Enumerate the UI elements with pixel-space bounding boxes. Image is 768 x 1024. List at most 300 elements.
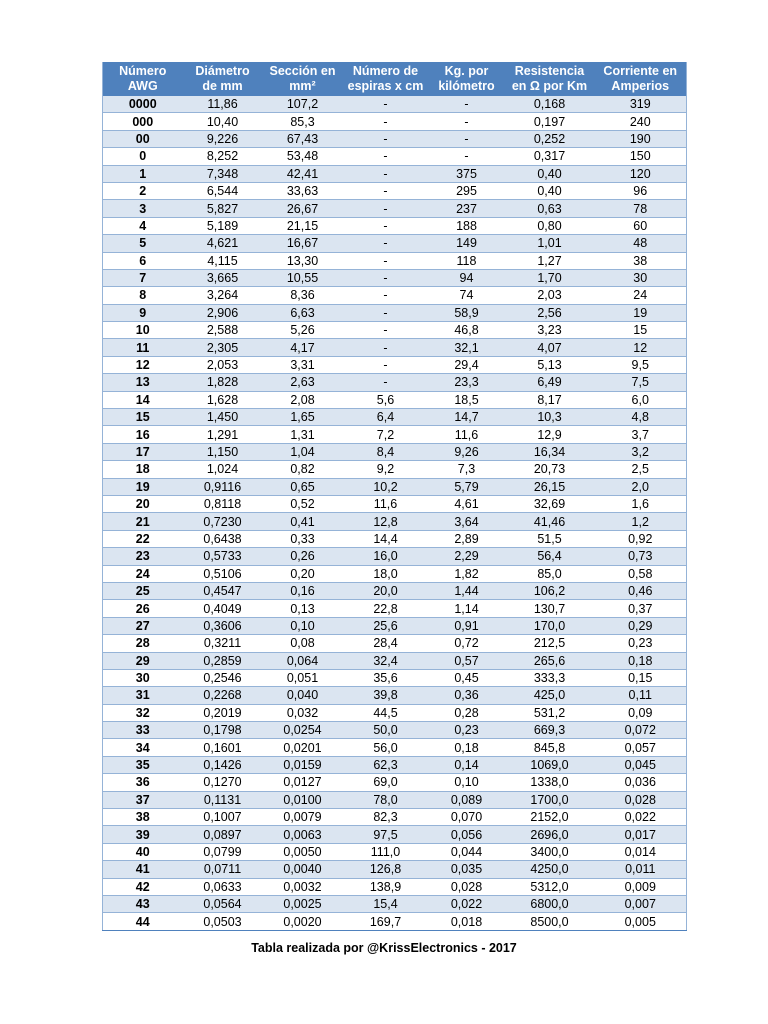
- cell-weight: 0,10: [429, 774, 505, 791]
- cell-current: 0,017: [595, 826, 687, 843]
- cell-diameter: 0,2546: [183, 669, 263, 686]
- cell-current: 78: [595, 200, 687, 217]
- cell-resistance: 10,3: [505, 409, 595, 426]
- cell-section: 26,67: [263, 200, 343, 217]
- table-row: [103, 391, 687, 408]
- table-row: [103, 374, 687, 391]
- cell-section: 67,43: [263, 130, 343, 147]
- cell-diameter: 0,3606: [183, 617, 263, 634]
- cell-turns: 20,0: [343, 582, 429, 599]
- header-turns: [343, 62, 429, 96]
- cell-current: 15: [595, 322, 687, 339]
- cell-weight: 0,45: [429, 669, 505, 686]
- cell-awg: 0: [103, 148, 183, 165]
- cell-resistance: 1,01: [505, 235, 595, 252]
- cell-current: 190: [595, 130, 687, 147]
- cell-diameter: 0,6438: [183, 530, 263, 547]
- cell-diameter: 0,4049: [183, 600, 263, 617]
- cell-awg: 26: [103, 600, 183, 617]
- cell-resistance: 0,197: [505, 113, 595, 130]
- cell-section: 0,08: [263, 635, 343, 652]
- cell-resistance: 3,23: [505, 322, 595, 339]
- cell-awg: 18: [103, 461, 183, 478]
- cell-section: 85,3: [263, 113, 343, 130]
- cell-diameter: 6,544: [183, 182, 263, 199]
- cell-weight: 295: [429, 182, 505, 199]
- cell-weight: 94: [429, 269, 505, 286]
- cell-turns: 50,0: [343, 722, 429, 739]
- cell-turns: -: [343, 356, 429, 373]
- header-weight-line1: Kg. por: [444, 64, 489, 78]
- header-awg: [103, 62, 183, 96]
- table-row: [103, 582, 687, 599]
- table-row: [103, 478, 687, 495]
- cell-resistance: 26,15: [505, 478, 595, 495]
- cell-current: 0,014: [595, 843, 687, 860]
- cell-weight: 32,1: [429, 339, 505, 356]
- table-row: [103, 113, 687, 130]
- cell-diameter: 11,86: [183, 96, 263, 113]
- cell-weight: 7,3: [429, 461, 505, 478]
- cell-resistance: 32,69: [505, 495, 595, 512]
- cell-resistance: 0,63: [505, 200, 595, 217]
- cell-diameter: 0,4547: [183, 582, 263, 599]
- cell-turns: 9,2: [343, 461, 429, 478]
- cell-section: 0,26: [263, 548, 343, 565]
- cell-resistance: 8500,0: [505, 913, 595, 930]
- cell-current: 150: [595, 148, 687, 165]
- table-row: [103, 165, 687, 182]
- cell-resistance: 0,252: [505, 130, 595, 147]
- cell-section: 0,040: [263, 687, 343, 704]
- cell-section: 42,41: [263, 165, 343, 182]
- cell-current: 4,8: [595, 409, 687, 426]
- cell-weight: 0,57: [429, 652, 505, 669]
- table-row: [103, 356, 687, 373]
- cell-turns: 138,9: [343, 878, 429, 895]
- cell-diameter: 0,5106: [183, 565, 263, 582]
- cell-resistance: 1700,0: [505, 791, 595, 808]
- cell-section: 1,65: [263, 409, 343, 426]
- cell-weight: 29,4: [429, 356, 505, 373]
- cell-section: 0,032: [263, 704, 343, 721]
- cell-diameter: 0,1798: [183, 722, 263, 739]
- cell-awg: 14: [103, 391, 183, 408]
- cell-awg: 10: [103, 322, 183, 339]
- table-body: [103, 96, 687, 930]
- cell-resistance: 531,2: [505, 704, 595, 721]
- cell-current: 0,92: [595, 530, 687, 547]
- cell-awg: 27: [103, 617, 183, 634]
- cell-weight: 0,070: [429, 809, 505, 826]
- cell-turns: 56,0: [343, 739, 429, 756]
- cell-weight: 58,9: [429, 304, 505, 321]
- cell-current: 0,036: [595, 774, 687, 791]
- cell-turns: -: [343, 235, 429, 252]
- cell-turns: 111,0: [343, 843, 429, 860]
- cell-section: 10,55: [263, 269, 343, 286]
- table-row: [103, 252, 687, 269]
- awg-wire-table: [102, 62, 687, 931]
- cell-weight: 5,79: [429, 478, 505, 495]
- cell-section: 13,30: [263, 252, 343, 269]
- cell-diameter: 8,252: [183, 148, 263, 165]
- table-header: [103, 62, 687, 96]
- cell-turns: -: [343, 217, 429, 234]
- cell-weight: 18,5: [429, 391, 505, 408]
- cell-diameter: 1,450: [183, 409, 263, 426]
- table-row: [103, 843, 687, 860]
- cell-weight: 46,8: [429, 322, 505, 339]
- cell-current: 0,057: [595, 739, 687, 756]
- cell-turns: -: [343, 148, 429, 165]
- cell-weight: -: [429, 96, 505, 113]
- cell-section: 0,0100: [263, 791, 343, 808]
- cell-resistance: 6,49: [505, 374, 595, 391]
- cell-turns: -: [343, 304, 429, 321]
- table-row: [103, 426, 687, 443]
- cell-current: 19: [595, 304, 687, 321]
- cell-weight: 1,82: [429, 565, 505, 582]
- cell-resistance: 2,56: [505, 304, 595, 321]
- cell-weight: 0,14: [429, 756, 505, 773]
- cell-section: 3,31: [263, 356, 343, 373]
- cell-weight: -: [429, 113, 505, 130]
- cell-awg: 25: [103, 582, 183, 599]
- cell-weight: 1,14: [429, 600, 505, 617]
- cell-section: 0,52: [263, 495, 343, 512]
- cell-diameter: 0,2019: [183, 704, 263, 721]
- header-current-line1: Corriente en: [603, 64, 678, 78]
- cell-current: 0,045: [595, 756, 687, 773]
- header-awg-line2: AWG: [127, 79, 158, 93]
- cell-turns: 8,4: [343, 443, 429, 460]
- cell-turns: 69,0: [343, 774, 429, 791]
- cell-current: 0,18: [595, 652, 687, 669]
- cell-resistance: 1,70: [505, 269, 595, 286]
- table-row: [103, 548, 687, 565]
- cell-section: 0,65: [263, 478, 343, 495]
- cell-section: 21,15: [263, 217, 343, 234]
- header-resistance-line1: Resistencia: [514, 64, 585, 78]
- table-row: [103, 878, 687, 895]
- cell-weight: -: [429, 130, 505, 147]
- cell-current: 0,11: [595, 687, 687, 704]
- cell-diameter: 0,0564: [183, 895, 263, 912]
- cell-diameter: 0,3211: [183, 635, 263, 652]
- header-section-line2: mm²: [289, 79, 316, 93]
- table-row: [103, 600, 687, 617]
- cell-current: 48: [595, 235, 687, 252]
- table-row: [103, 304, 687, 321]
- cell-resistance: 170,0: [505, 617, 595, 634]
- table-row: [103, 791, 687, 808]
- header-section-line1: Sección en: [269, 64, 336, 78]
- table-row: [103, 826, 687, 843]
- cell-weight: 2,29: [429, 548, 505, 565]
- cell-resistance: 106,2: [505, 582, 595, 599]
- cell-current: 0,37: [595, 600, 687, 617]
- header-diameter-line2: de mm: [202, 79, 243, 93]
- cell-diameter: 0,1426: [183, 756, 263, 773]
- cell-diameter: 4,115: [183, 252, 263, 269]
- cell-awg: 1: [103, 165, 183, 182]
- cell-section: 6,63: [263, 304, 343, 321]
- cell-current: 319: [595, 96, 687, 113]
- cell-diameter: 2,906: [183, 304, 263, 321]
- cell-weight: 0,089: [429, 791, 505, 808]
- cell-resistance: 845,8: [505, 739, 595, 756]
- cell-resistance: 4250,0: [505, 861, 595, 878]
- cell-resistance: 425,0: [505, 687, 595, 704]
- cell-resistance: 85,0: [505, 565, 595, 582]
- cell-weight: 0,72: [429, 635, 505, 652]
- cell-resistance: 669,3: [505, 722, 595, 739]
- cell-diameter: 5,189: [183, 217, 263, 234]
- cell-awg: 11: [103, 339, 183, 356]
- cell-section: 0,41: [263, 513, 343, 530]
- cell-resistance: 0,40: [505, 165, 595, 182]
- cell-awg: 12: [103, 356, 183, 373]
- cell-turns: 78,0: [343, 791, 429, 808]
- cell-diameter: 0,0711: [183, 861, 263, 878]
- cell-resistance: 8,17: [505, 391, 595, 408]
- cell-weight: 118: [429, 252, 505, 269]
- cell-section: 5,26: [263, 322, 343, 339]
- cell-awg: 9: [103, 304, 183, 321]
- cell-awg: 34: [103, 739, 183, 756]
- cell-section: 0,0032: [263, 878, 343, 895]
- header-weight: [429, 62, 505, 96]
- cell-turns: 22,8: [343, 600, 429, 617]
- cell-diameter: 0,1601: [183, 739, 263, 756]
- header-resistance-line2: en Ω por Km: [511, 79, 588, 93]
- cell-section: 0,16: [263, 582, 343, 599]
- cell-resistance: 265,6: [505, 652, 595, 669]
- cell-weight: 0,056: [429, 826, 505, 843]
- cell-section: 0,10: [263, 617, 343, 634]
- cell-turns: -: [343, 322, 429, 339]
- cell-section: 1,31: [263, 426, 343, 443]
- cell-resistance: 2,03: [505, 287, 595, 304]
- cell-turns: 39,8: [343, 687, 429, 704]
- cell-weight: 4,61: [429, 495, 505, 512]
- cell-section: 0,33: [263, 530, 343, 547]
- cell-turns: -: [343, 339, 429, 356]
- table-row: [103, 530, 687, 547]
- table-row: [103, 652, 687, 669]
- cell-resistance: 4,07: [505, 339, 595, 356]
- cell-current: 7,5: [595, 374, 687, 391]
- footer-credit: Tabla realizada por @KrissElectronics - 2017: [251, 941, 517, 955]
- cell-current: 0,46: [595, 582, 687, 599]
- cell-resistance: 0,317: [505, 148, 595, 165]
- cell-awg: 24: [103, 565, 183, 582]
- table-row: [103, 443, 687, 460]
- cell-turns: 28,4: [343, 635, 429, 652]
- cell-awg: 7: [103, 269, 183, 286]
- cell-current: 2,0: [595, 478, 687, 495]
- cell-current: 1,6: [595, 495, 687, 512]
- cell-diameter: 2,305: [183, 339, 263, 356]
- cell-resistance: 0,80: [505, 217, 595, 234]
- table-row: [103, 322, 687, 339]
- cell-current: 0,23: [595, 635, 687, 652]
- cell-section: 1,04: [263, 443, 343, 460]
- cell-resistance: 3400,0: [505, 843, 595, 860]
- cell-weight: 0,035: [429, 861, 505, 878]
- cell-turns: -: [343, 269, 429, 286]
- cell-resistance: 1069,0: [505, 756, 595, 773]
- cell-resistance: 0,168: [505, 96, 595, 113]
- cell-awg: 37: [103, 791, 183, 808]
- table-row: [103, 217, 687, 234]
- cell-turns: -: [343, 374, 429, 391]
- cell-weight: 0,044: [429, 843, 505, 860]
- table-row: [103, 461, 687, 478]
- cell-awg: 6: [103, 252, 183, 269]
- cell-awg: 22: [103, 530, 183, 547]
- cell-awg: 17: [103, 443, 183, 460]
- cell-resistance: 41,46: [505, 513, 595, 530]
- cell-weight: -: [429, 148, 505, 165]
- cell-weight: 0,23: [429, 722, 505, 739]
- table-row: [103, 409, 687, 426]
- table-row: [103, 339, 687, 356]
- cell-diameter: 1,828: [183, 374, 263, 391]
- cell-weight: 3,64: [429, 513, 505, 530]
- cell-section: 4,17: [263, 339, 343, 356]
- cell-current: 2,5: [595, 461, 687, 478]
- table-row: [103, 861, 687, 878]
- cell-diameter: 0,1131: [183, 791, 263, 808]
- cell-section: 0,064: [263, 652, 343, 669]
- cell-awg: 3: [103, 200, 183, 217]
- cell-section: 0,82: [263, 461, 343, 478]
- cell-turns: 44,5: [343, 704, 429, 721]
- cell-turns: 62,3: [343, 756, 429, 773]
- cell-resistance: 12,9: [505, 426, 595, 443]
- cell-diameter: 0,2268: [183, 687, 263, 704]
- cell-section: 0,0079: [263, 809, 343, 826]
- table-row: [103, 235, 687, 252]
- cell-awg: 28: [103, 635, 183, 652]
- cell-awg: 41: [103, 861, 183, 878]
- cell-resistance: 5312,0: [505, 878, 595, 895]
- cell-turns: 25,6: [343, 617, 429, 634]
- cell-current: 9,5: [595, 356, 687, 373]
- cell-diameter: 0,0503: [183, 913, 263, 930]
- cell-weight: 0,28: [429, 704, 505, 721]
- cell-section: 0,0050: [263, 843, 343, 860]
- cell-current: 0,73: [595, 548, 687, 565]
- cell-weight: 14,7: [429, 409, 505, 426]
- cell-weight: 1,44: [429, 582, 505, 599]
- cell-diameter: 1,024: [183, 461, 263, 478]
- cell-awg: 42: [103, 878, 183, 895]
- cell-diameter: 2,588: [183, 322, 263, 339]
- header-diameter-line1: Diámetro: [195, 64, 250, 78]
- table-row: [103, 704, 687, 721]
- table-row: [103, 774, 687, 791]
- cell-diameter: 0,7230: [183, 513, 263, 530]
- cell-section: 0,0020: [263, 913, 343, 930]
- cell-diameter: 0,8118: [183, 495, 263, 512]
- cell-diameter: 0,1270: [183, 774, 263, 791]
- cell-resistance: 6800,0: [505, 895, 595, 912]
- cell-awg: 20: [103, 495, 183, 512]
- cell-turns: 32,4: [343, 652, 429, 669]
- cell-resistance: 212,5: [505, 635, 595, 652]
- cell-turns: 7,2: [343, 426, 429, 443]
- cell-diameter: 3,665: [183, 269, 263, 286]
- cell-turns: -: [343, 96, 429, 113]
- cell-diameter: 2,053: [183, 356, 263, 373]
- cell-turns: -: [343, 287, 429, 304]
- cell-turns: 82,3: [343, 809, 429, 826]
- cell-diameter: 1,150: [183, 443, 263, 460]
- cell-turns: 126,8: [343, 861, 429, 878]
- cell-weight: 9,26: [429, 443, 505, 460]
- cell-current: 6,0: [595, 391, 687, 408]
- cell-section: 8,36: [263, 287, 343, 304]
- cell-turns: 10,2: [343, 478, 429, 495]
- header-turns-line1: Número de: [352, 64, 419, 78]
- cell-weight: 237: [429, 200, 505, 217]
- table-row: [103, 96, 687, 113]
- cell-current: 30: [595, 269, 687, 286]
- cell-diameter: 9,226: [183, 130, 263, 147]
- cell-turns: 15,4: [343, 895, 429, 912]
- cell-section: 0,0201: [263, 739, 343, 756]
- table-row: [103, 269, 687, 286]
- table-row: [103, 722, 687, 739]
- cell-section: 2,08: [263, 391, 343, 408]
- table-row: [103, 635, 687, 652]
- table-row: [103, 756, 687, 773]
- cell-current: 120: [595, 165, 687, 182]
- header-current-line2: Amperios: [611, 79, 670, 93]
- cell-awg: 00: [103, 130, 183, 147]
- cell-current: 0,072: [595, 722, 687, 739]
- cell-turns: -: [343, 200, 429, 217]
- cell-current: 0,028: [595, 791, 687, 808]
- cell-diameter: 10,40: [183, 113, 263, 130]
- header-turns-line2: espiras x cm: [347, 79, 424, 93]
- header-weight-line2: kilómetro: [438, 79, 495, 93]
- table-row: [103, 913, 687, 930]
- cell-resistance: 5,13: [505, 356, 595, 373]
- cell-turns: 35,6: [343, 669, 429, 686]
- table-row: [103, 200, 687, 217]
- cell-resistance: 333,3: [505, 669, 595, 686]
- cell-section: 0,0254: [263, 722, 343, 739]
- cell-current: 0,007: [595, 895, 687, 912]
- cell-awg: 23: [103, 548, 183, 565]
- cell-resistance: 1,27: [505, 252, 595, 269]
- cell-awg: 44: [103, 913, 183, 930]
- cell-awg: 35: [103, 756, 183, 773]
- cell-awg: 40: [103, 843, 183, 860]
- cell-awg: 2: [103, 182, 183, 199]
- cell-weight: 0,028: [429, 878, 505, 895]
- cell-section: 0,0063: [263, 826, 343, 843]
- cell-section: 0,051: [263, 669, 343, 686]
- cell-current: 0,011: [595, 861, 687, 878]
- cell-turns: 14,4: [343, 530, 429, 547]
- cell-awg: 39: [103, 826, 183, 843]
- cell-resistance: 130,7: [505, 600, 595, 617]
